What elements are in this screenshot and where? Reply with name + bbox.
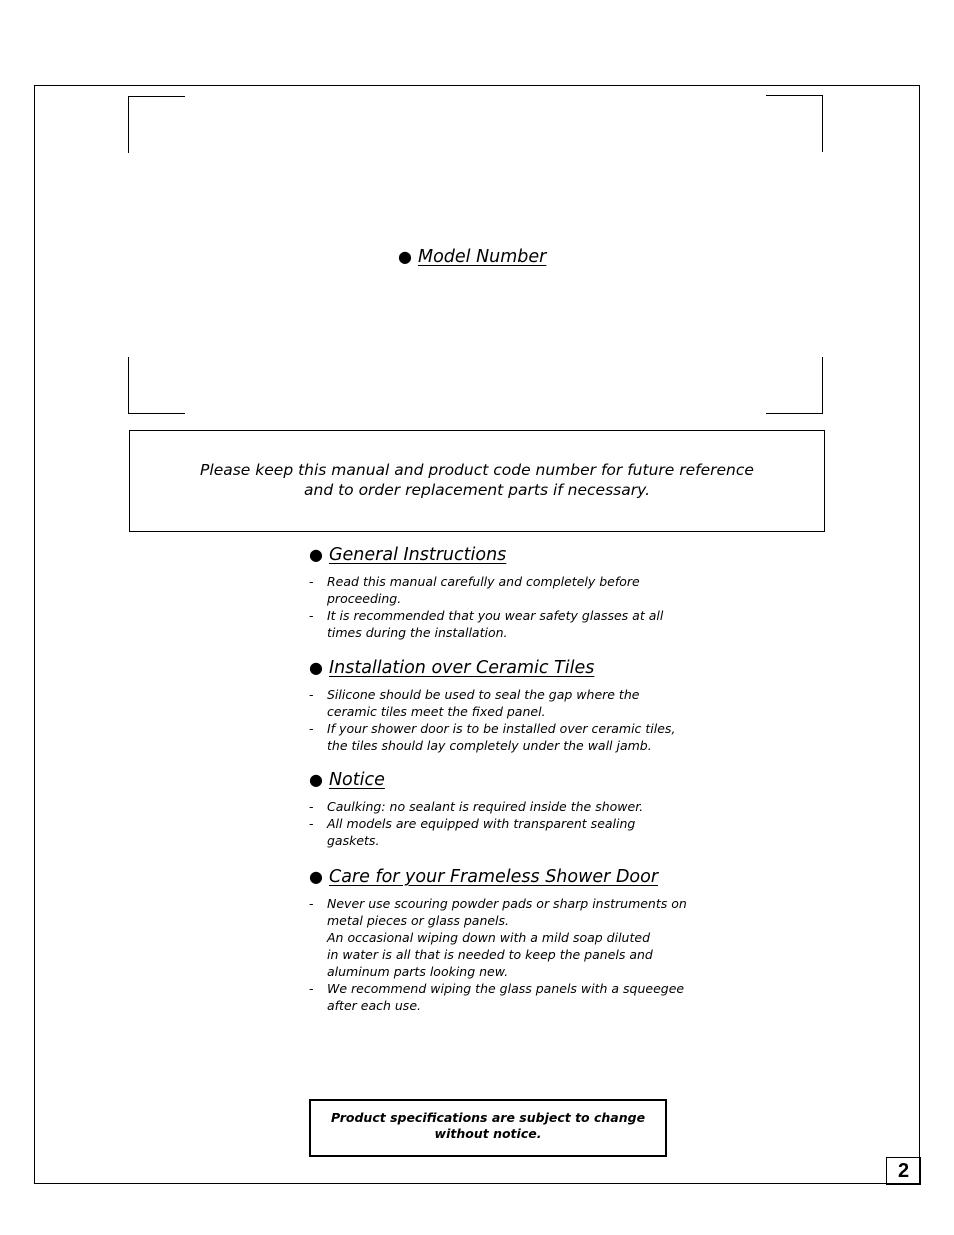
- list-item: - All models are equipped with transparent sealing gaskets.: [309, 816, 636, 848]
- list-item: - Caulking: no sealant is required inside the shower.: [309, 799, 644, 814]
- section-title: Care for your Frameless Shower Door: [328, 867, 659, 887]
- list-item: - Never use scouring powder pads or sharp instruments on metal pieces or glass panels. An occasional wiping down with a mild soap diluted in water is all that is needed to keep the panels and aluminum parts looking new.: [309, 896, 687, 979]
- section-title: General Instructions: [328, 545, 507, 565]
- section-installation-ceramic-tiles: [309, 657, 709, 754]
- bullet-icon: ●: [309, 770, 323, 789]
- section-title: Installation over Ceramic Tiles: [328, 658, 595, 678]
- spec-notice-line: Product specifications are subject to change: [330, 1110, 646, 1125]
- model-number-heading: [398, 246, 546, 268]
- label-area-corner-bottom-right: [766, 357, 823, 414]
- bullet-icon: ●: [398, 247, 412, 266]
- section-notice: [309, 769, 709, 849]
- bullet-icon: ●: [309, 867, 323, 886]
- section-heading: [309, 769, 709, 791]
- reference-notice-box: [129, 430, 825, 532]
- section-heading: [309, 544, 709, 566]
- section-heading: [309, 657, 709, 679]
- list-item: - If your shower door is to be installed over ceramic tiles, the tiles should lay completely under the wall jamb.: [309, 721, 676, 753]
- section-heading: [309, 866, 709, 888]
- label-area-corner-top-right: [766, 95, 823, 152]
- reference-notice-line: and to order replacement parts if necessary.: [304, 481, 650, 499]
- spec-notice-line: without notice.: [434, 1126, 542, 1141]
- page-number: 2: [886, 1157, 921, 1185]
- list-item: - Silicone should be used to seal the gap where the ceramic tiles meet the fixed panel.: [309, 687, 640, 719]
- section-title: Notice: [328, 770, 385, 790]
- bullet-icon: ●: [309, 545, 323, 564]
- list-item: - We recommend wiping the glass panels with a squeegee after each use.: [309, 981, 685, 1013]
- list-item: - It is recommended that you wear safety glasses at all times during the installation.: [309, 608, 664, 640]
- label-area-corner-top-left: [128, 96, 185, 153]
- reference-notice-line: Please keep this manual and product code number for future reference: [200, 461, 754, 479]
- section-general-instructions: [309, 544, 709, 641]
- spec-change-notice-box: [309, 1099, 667, 1157]
- list-item: - Read this manual carefully and completely before proceeding.: [309, 574, 640, 606]
- bullet-icon: ●: [309, 658, 323, 677]
- model-number-label: Model Number: [417, 247, 547, 267]
- section-care-frameless-shower-door: [309, 866, 709, 1014]
- label-area-corner-bottom-left: [128, 357, 185, 414]
